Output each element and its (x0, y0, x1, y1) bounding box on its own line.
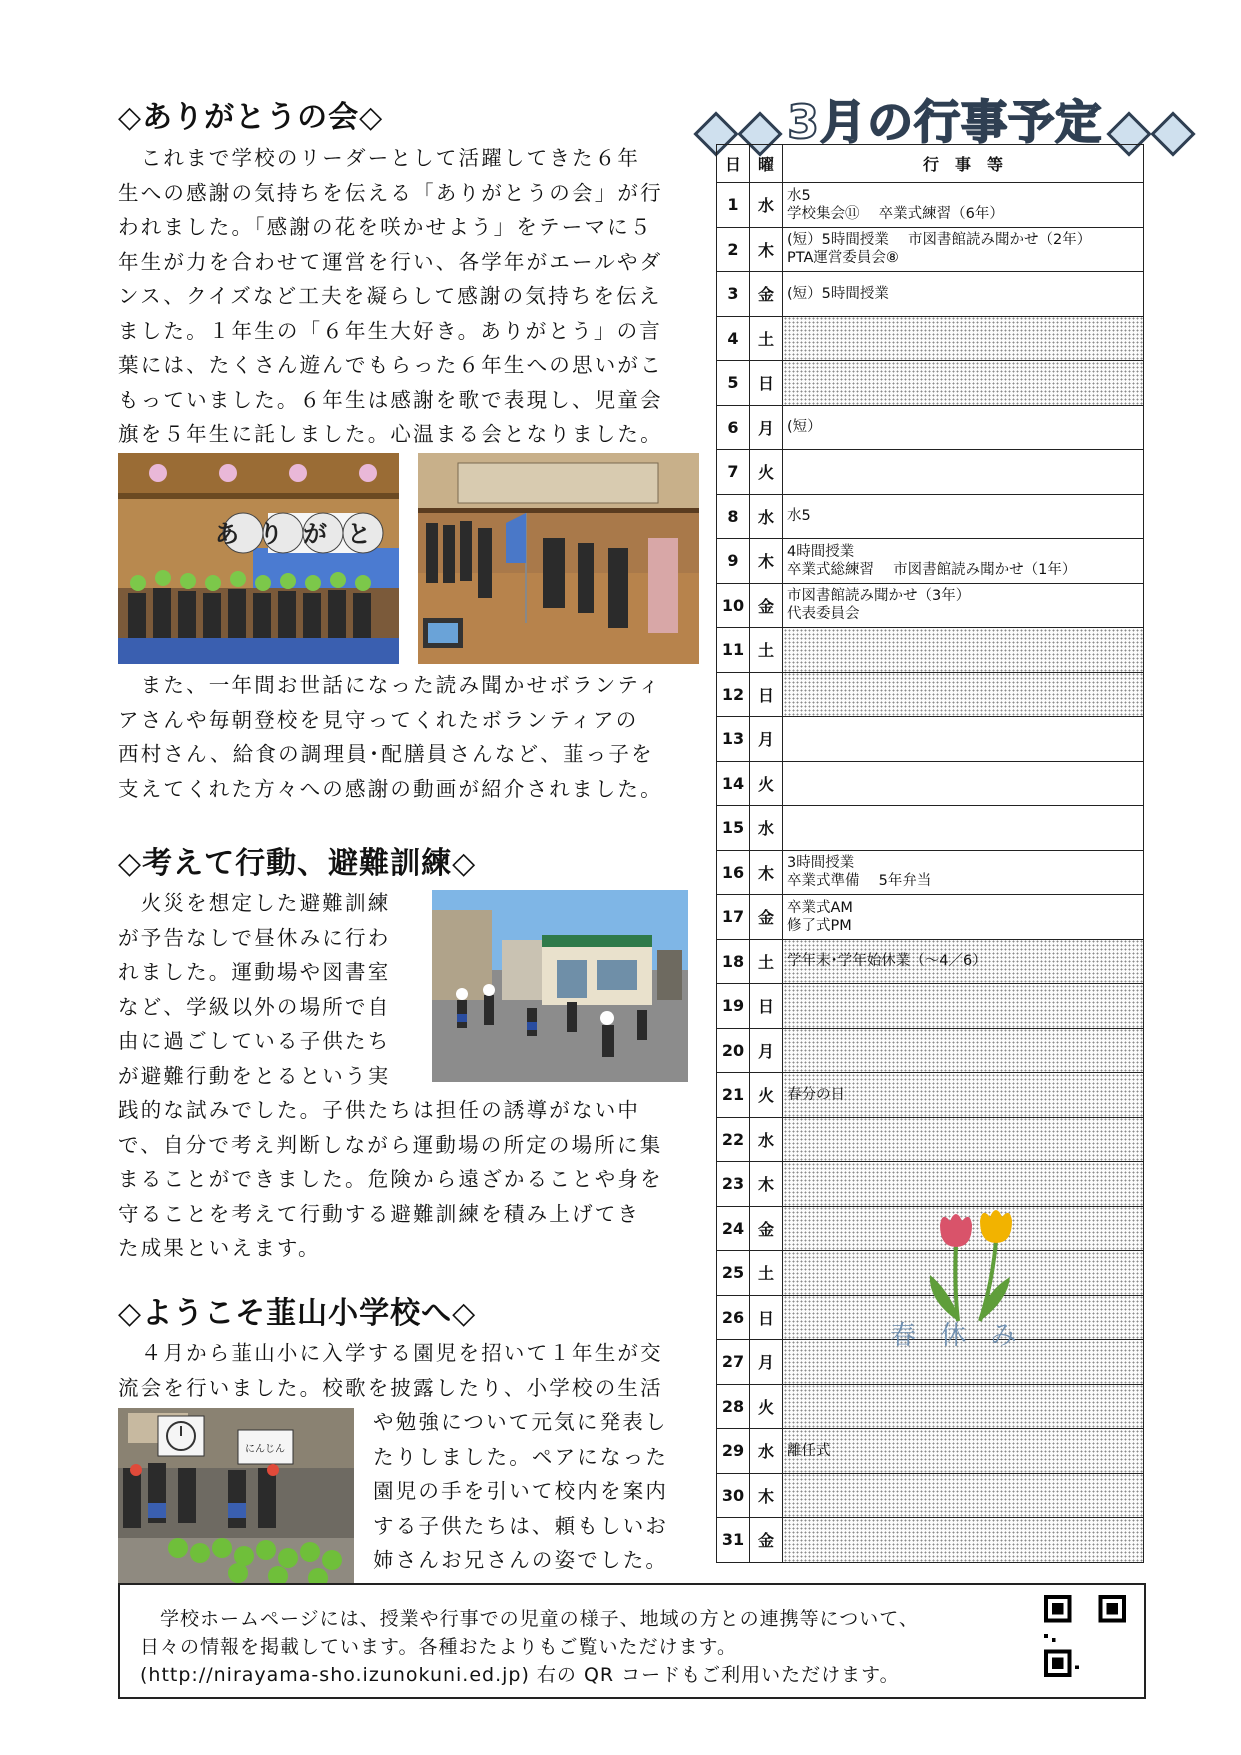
calendar-row (717, 628, 1144, 673)
calendar-day: 9 (717, 539, 750, 584)
calendar-header-row (717, 145, 1144, 183)
calendar-row (717, 806, 1144, 851)
drill-heading: ◇考えて行動、避難訓練◇ (118, 846, 477, 881)
welcome-body-narrow (373, 1405, 693, 1578)
calendar-row (717, 1518, 1144, 1563)
calendar-event: 学年末･学年始休業（～4／6） (787, 953, 987, 970)
calendar-event: PTA運営委員会⑧ (787, 250, 899, 267)
calendar-row (717, 895, 1144, 940)
calendar-weekday: 月 (750, 405, 783, 450)
calendar-row (717, 583, 1144, 628)
calendar-day: 20 (717, 1028, 750, 1073)
text-line: 践的な試みでした。子供たちは担任の誘導がない中 (118, 1098, 641, 1122)
calendar-row (717, 1473, 1144, 1518)
photo-flag-handover (418, 453, 699, 664)
calendar-events (783, 1117, 1144, 1162)
text-line: 西村さん、給食の調理員･配膳員さんなど、韮っ子を (118, 742, 654, 766)
qr-code-icon[interactable] (1044, 1595, 1126, 1677)
calendar-day: 2 (717, 227, 750, 272)
calendar-event: 修了式PM (787, 917, 852, 934)
calendar-weekday: 土 (750, 1251, 783, 1296)
calendar-event: 4時間授業 (787, 543, 855, 560)
photo-sign-text: ありがと (215, 520, 391, 548)
calendar-events (783, 717, 1144, 762)
text-line: た成果といえます。 (118, 1236, 321, 1260)
calendar-weekday: 木 (750, 227, 783, 272)
calendar-event: 水5 (787, 508, 811, 525)
calendar-event: (短）5時間授業 (787, 285, 889, 302)
calendar-event: 3時間授業 (787, 855, 855, 872)
calendar-events (783, 628, 1144, 673)
col-header-events: 行 事 等 (783, 145, 1144, 183)
calendar-events (783, 539, 1144, 584)
calendar-events (783, 850, 1144, 895)
text-line: 由に過ごしている子供たち (118, 1029, 391, 1053)
calendar-day: 27 (717, 1340, 750, 1385)
calendar-weekday: 水 (750, 1429, 783, 1474)
calendar-day: 1 (717, 183, 750, 228)
footer-line: (http://nirayama-sho.izunokuni.ed.jp) 右の QR コードもご利用いただけます。 (140, 1664, 900, 1686)
text-line: 支えてくれた方々への感謝の動画が紹介されました。 (118, 776, 663, 801)
calendar-events (783, 1073, 1144, 1118)
calendar-day: 19 (717, 984, 750, 1029)
calendar-day: 6 (717, 405, 750, 450)
calendar-weekday: 月 (750, 1340, 783, 1385)
calendar-events (783, 761, 1144, 806)
text-line: 生への感謝の気持ちを伝える「ありがとうの会」が行 (118, 180, 663, 205)
calendar-weekday: 木 (750, 539, 783, 584)
text-line: ンス、クイズなど工夫を凝らして感謝の気持ちを伝え (118, 284, 662, 308)
calendar-event: (短） (787, 419, 822, 436)
calendar-events (783, 1518, 1144, 1563)
calendar-events (783, 1162, 1144, 1207)
text-line: たりしました。ペアになった (373, 1444, 669, 1469)
calendar-row (717, 761, 1144, 806)
calendar-day: 16 (717, 850, 750, 895)
calendar-day: 22 (717, 1117, 750, 1162)
calendar-title-text: 3月の行事予定 (787, 95, 1103, 149)
calendar-event: 市図書館読み聞かせ（3年） (787, 588, 971, 605)
welcome-heading: ◇ようこそ韮山小学校へ◇ (118, 1296, 477, 1331)
text-line: 年生が力を合わせて運営を行い、各学年がエールやダ (118, 249, 663, 274)
calendar-row (717, 539, 1144, 584)
calendar-row (717, 450, 1144, 495)
calendar-day: 24 (717, 1206, 750, 1251)
calendar-events (783, 672, 1144, 717)
calendar-row (717, 227, 1144, 272)
calendar-row (717, 1384, 1144, 1429)
calendar-weekday: 水 (750, 494, 783, 539)
calendar-day: 31 (717, 1518, 750, 1563)
calendar-day: 11 (717, 628, 750, 673)
calendar-events (783, 1429, 1144, 1474)
calendar-weekday: 土 (750, 316, 783, 361)
calendar-weekday: 水 (750, 806, 783, 851)
calendar-day: 3 (717, 272, 750, 317)
thanks-body-2 (118, 668, 693, 806)
calendar-row (717, 717, 1144, 762)
calendar-row (717, 850, 1144, 895)
text-line: 火災を想定した避難訓練 (118, 891, 391, 915)
text-line: 園児の手を引いて校内を案内 (373, 1479, 669, 1503)
calendar-events (783, 939, 1144, 984)
calendar-weekday: 日 (750, 984, 783, 1029)
calendar-row (717, 939, 1144, 984)
calendar-events (783, 1384, 1144, 1429)
text-line: われました。「感謝の花を咲かせよう」をテーマに５ (118, 215, 653, 239)
text-line: 守ることを考えて行動する避難訓練を積み上げてき (118, 1201, 641, 1226)
calendar-weekday: 水 (750, 183, 783, 228)
calendar-weekday: 日 (750, 672, 783, 717)
thanks-heading: ◇ありがとうの会◇ (118, 100, 384, 135)
diamond-icon (1151, 111, 1196, 156)
calendar-events (783, 984, 1144, 1029)
text-line: 流会を行いました。校歌を披露したり、小学校の生活 (118, 1375, 663, 1400)
text-line: もっていました。６年生は感謝を歌で表現し、児童会 (118, 387, 663, 412)
calendar-events (783, 405, 1144, 450)
calendar-weekday: 火 (750, 1073, 783, 1118)
calendar-weekday: 火 (750, 450, 783, 495)
calendar-row (717, 1073, 1144, 1118)
calendar-day: 18 (717, 939, 750, 984)
calendar-day: 14 (717, 761, 750, 806)
thanks-body (118, 141, 693, 452)
calendar-day: 12 (717, 672, 750, 717)
photo-evacuation-drill (432, 890, 688, 1082)
text-line: する子供たちは、頼もしいお (373, 1513, 669, 1538)
calendar-event: 卒業式総練習 市図書館読み聞かせ（1年） (787, 561, 1077, 578)
calendar-events (783, 1028, 1144, 1073)
calendar-row (717, 405, 1144, 450)
calendar-day: 5 (717, 361, 750, 406)
calendar-events (783, 227, 1144, 272)
calendar-event: 離任式 (787, 1442, 831, 1459)
calendar-day: 15 (717, 806, 750, 851)
photo-welcome-event (118, 1408, 354, 1584)
calendar-weekday: 月 (750, 717, 783, 762)
calendar-events (783, 316, 1144, 361)
calendar-events (783, 272, 1144, 317)
calendar-event: 代表委員会 (787, 606, 860, 623)
calendar-row (717, 984, 1144, 1029)
calendar-event: 春分の日 (787, 1086, 845, 1103)
calendar-row (717, 1117, 1144, 1162)
calendar-weekday: 木 (750, 1162, 783, 1207)
calendar-row (717, 494, 1144, 539)
calendar-weekday: 土 (750, 628, 783, 673)
text-line: 旗を５年生に託しました。心温まる会となりました。 (118, 422, 663, 446)
footer-box (118, 1583, 1146, 1699)
calendar-weekday: 木 (750, 850, 783, 895)
calendar-events (783, 806, 1144, 851)
text-line: ４月から韮山小に入学する園児を招いて１年生が交 (118, 1341, 663, 1365)
col-header-day: 日 (717, 145, 750, 183)
text-line: また、一年間お世話になった読み聞かせボランティ (118, 673, 662, 697)
calendar-day: 28 (717, 1384, 750, 1429)
footer-line: 日々の情報を掲載しています。各種おたよりもご覧いただけます。 (140, 1636, 737, 1658)
calendar-day: 23 (717, 1162, 750, 1207)
calendar-event: 学校集会⑪ 卒業式練習（6年） (787, 205, 1004, 222)
calendar-weekday: 木 (750, 1473, 783, 1518)
calendar-day: 7 (717, 450, 750, 495)
calendar-row (717, 672, 1144, 717)
calendar-events (783, 583, 1144, 628)
text-line: アさんや毎朝登校を見守ってくれたボランティアの (118, 707, 639, 732)
calendar-weekday: 土 (750, 939, 783, 984)
calendar-day: 29 (717, 1429, 750, 1474)
calendar-event: (短）5時間授業 市図書館読み聞かせ（2年） (787, 232, 1092, 249)
calendar-weekday: 金 (750, 583, 783, 628)
calendar-day: 8 (717, 494, 750, 539)
calendar-events (783, 494, 1144, 539)
col-header-weekday: 曜 (750, 145, 783, 183)
calendar-row (717, 361, 1144, 406)
text-line: これまで学校のリーダーとして活躍してきた６年 (118, 146, 641, 170)
calendar-day: 26 (717, 1295, 750, 1340)
drill-body-narrow (118, 886, 418, 1093)
text-line: など、学級以外の場所で自 (118, 994, 391, 1019)
text-line: れました。運動場や図書室 (118, 960, 391, 984)
calendar-events (783, 361, 1144, 406)
calendar-weekday: 月 (750, 1028, 783, 1073)
calendar-row (717, 1429, 1144, 1474)
calendar-event: 水5 (787, 187, 811, 204)
calendar-weekday: 日 (750, 361, 783, 406)
calendar-weekday: 火 (750, 1384, 783, 1429)
calendar-day: 10 (717, 583, 750, 628)
calendar-row (717, 272, 1144, 317)
calendar-event: 卒業式AM (787, 899, 853, 916)
photo-thanks-stage (118, 453, 399, 664)
calendar-weekday: 日 (750, 1295, 783, 1340)
spring-break-label: 春 休 み (890, 1321, 1025, 1351)
calendar-weekday: 金 (750, 895, 783, 940)
text-line: ました。１年生の「６年生大好き。ありがとう」の言 (118, 318, 662, 343)
calendar-row (717, 1028, 1144, 1073)
calendar-title (694, 86, 1195, 152)
calendar-day: 30 (717, 1473, 750, 1518)
tulip-illustration (918, 1205, 1028, 1323)
footer-text (140, 1605, 1020, 1689)
calendar-day: 4 (717, 316, 750, 361)
text-line: 姉さんお兄さんの姿でした。 (373, 1548, 669, 1572)
photo-sign-text: にんじん (245, 1444, 285, 1455)
calendar-weekday: 火 (750, 761, 783, 806)
text-line: や勉強について元気に発表し (373, 1410, 668, 1434)
calendar-row (717, 316, 1144, 361)
calendar-row (717, 183, 1144, 228)
calendar-events (783, 450, 1144, 495)
text-line: が予告なしで昼休みに行わ (118, 925, 391, 950)
text-line: で、自分で考え判断しながら運動場の所定の場所に集 (118, 1132, 663, 1157)
text-line: が避難行動をとるという実 (118, 1063, 391, 1088)
calendar-day: 17 (717, 895, 750, 940)
calendar-day: 21 (717, 1073, 750, 1118)
calendar-weekday: 水 (750, 1117, 783, 1162)
calendar-event: 卒業式準備 5年弁当 (787, 873, 932, 890)
calendar-events (783, 1473, 1144, 1518)
calendar-row (717, 1162, 1144, 1207)
calendar-day: 25 (717, 1251, 750, 1296)
footer-line: 学校ホームページには、授業や行事での児童の様子、地域の方との連携等について、 (140, 1608, 919, 1630)
calendar-weekday: 金 (750, 272, 783, 317)
drill-body-wide (118, 1093, 693, 1266)
welcome-body-wide (118, 1336, 693, 1405)
calendar-weekday: 金 (750, 1518, 783, 1563)
calendar-weekday: 金 (750, 1206, 783, 1251)
calendar-events (783, 895, 1144, 940)
calendar-day: 13 (717, 717, 750, 762)
text-line: 葉には、たくさん遊んでもらった６年生への思いがこ (118, 353, 663, 377)
text-line: まることができました。危険から遠ざかることや身を (118, 1167, 663, 1191)
calendar-events (783, 183, 1144, 228)
